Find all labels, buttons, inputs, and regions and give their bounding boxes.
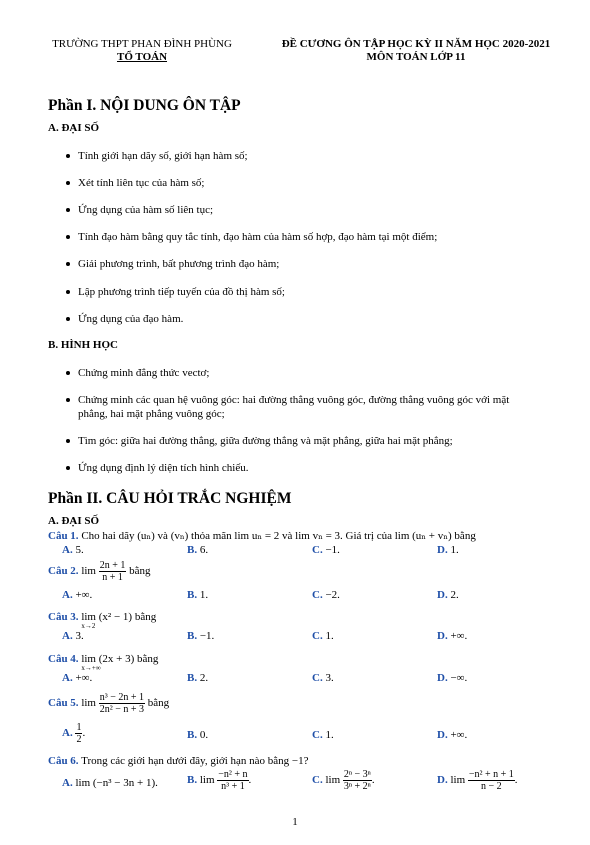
q4-option-b: B. 2. (187, 672, 209, 684)
list-item: Tính giới hạn dãy số, giới hạn hàm số; (66, 149, 538, 163)
list-item: Ứng dụng định lý diện tích hình chiếu. (66, 461, 538, 475)
q5-option-c: C. 1. (312, 729, 334, 741)
q1-option-a: A. 5. (62, 544, 84, 556)
q6-option-b: B. lim $\frac{\text{−n² + n}}{\text{n³ + 1}}$ . (187, 769, 252, 792)
q6-option-a: A. lim (−n³ − 3n + 1). (62, 777, 158, 789)
q3-option-b: B. −1. (187, 630, 215, 642)
question-2: Câu 2. lim $\frac{2n + 1}{n + 1}$ bằng (48, 560, 151, 583)
list-item: Chứng minh đẳng thức vectơ; (66, 366, 538, 380)
list-item: Ứng dụng của đạo hàm. (66, 312, 538, 326)
question-5: Câu 5. lim $\frac{\text{n³ − 2n + 1}}{\text{2n² − n + 3}}$ bằng (48, 692, 170, 715)
q2-option-d: D. 2. (437, 589, 459, 601)
question-1: Câu 1. Cho hai dãy (uₙ) và (vₙ) thỏa mãn lim uₙ = 2 và lim vₙ = 3. Giá trị của lim (uₙ + vₙ) bằng (48, 530, 476, 542)
q2-option-c: C. −2. (312, 589, 340, 601)
q4-option-d: D. −∞. (437, 672, 468, 684)
q6-option-d: D. lim $\frac{\text{−n² + n + 1}}{n - 2}$ . (437, 769, 518, 792)
q5-option-b: B. 0. (187, 729, 209, 741)
part2-algebra-heading: A. ĐẠI SỐ (48, 515, 100, 527)
q1-option-c: C. −1. (312, 544, 340, 556)
list-item: Tính đạo hàm bằng quy tắc tính, đạo hàm của hàm số hợp, đạo hàm tại một điểm; (66, 230, 538, 244)
page-number: 1 (292, 816, 298, 828)
subject-title: MÔN TOÁN LỚP 11 (366, 51, 466, 63)
department-name: TỔ TOÁN (116, 51, 168, 63)
q4-option-a: A. +∞. (62, 672, 93, 684)
list-item: Giải phương trình, bất phương trình đạo hàm; (66, 257, 538, 271)
geometry-heading: B. HÌNH HỌC (48, 339, 118, 351)
question-3: Câu 3. lim x→2 (x² − 1) bằng (48, 611, 157, 630)
q2-option-b: B. 1. (187, 589, 209, 601)
q6-option-c: C. lim $\frac{\text{2ⁿ − 3ⁿ}}{\text{3ⁿ + 2ⁿ}}$ . (312, 769, 375, 792)
question-6: Câu 6. Trong các giới hạn dưới đây, giới hạn nào bằng −1? (48, 755, 309, 767)
q3-option-d: D. +∞. (437, 630, 468, 642)
question-4: Câu 4. lim x→+∞ (2x + 3) bằng (48, 653, 159, 672)
q5-option-a: A. $\frac{1}{2}$ . (62, 722, 86, 745)
q4-option-c: C. 3. (312, 672, 334, 684)
q5-option-d: D. +∞. (437, 729, 468, 741)
q3-option-c: C. 1. (312, 630, 334, 642)
q2-option-a: A. +∞. (62, 589, 93, 601)
q1-option-d: D. 1. (437, 544, 459, 556)
part2-title: Phần II. CÂU HỎI TRẮC NGHIỆM (48, 490, 292, 507)
list-item: Xét tính liên tục của hàm số; (66, 176, 538, 190)
list-item: Ứng dụng của hàm số liên tục; (66, 203, 538, 217)
q1-option-b: B. 6. (187, 544, 209, 556)
list-item: Tìm góc: giữa hai đường thẳng, giữa đường thẳng và mặt phẳng, giữa hai mặt phẳng; (66, 434, 538, 448)
algebra-heading: A. ĐẠI SỐ (48, 122, 100, 134)
list-item: Chứng minh các quan hệ vuông góc: hai đường thẳng vuông góc, đường thẳng vuông góc với mặt phẳng, hai mặt phẳng vuông góc; (66, 393, 538, 421)
part1-title: Phần I. NỘI DUNG ÔN TẬP (48, 97, 241, 114)
list-item: Lập phương trình tiếp tuyến của đồ thị hàm số; (66, 285, 538, 299)
document-title: ĐỀ CƯƠNG ÔN TẬP HỌC KỲ II NĂM HỌC 2020-2021 (281, 38, 551, 50)
q3-option-a: A. 3. (62, 630, 84, 642)
school-name: TRƯỜNG THPT PHAN ĐÌNH PHÙNG (52, 38, 232, 50)
